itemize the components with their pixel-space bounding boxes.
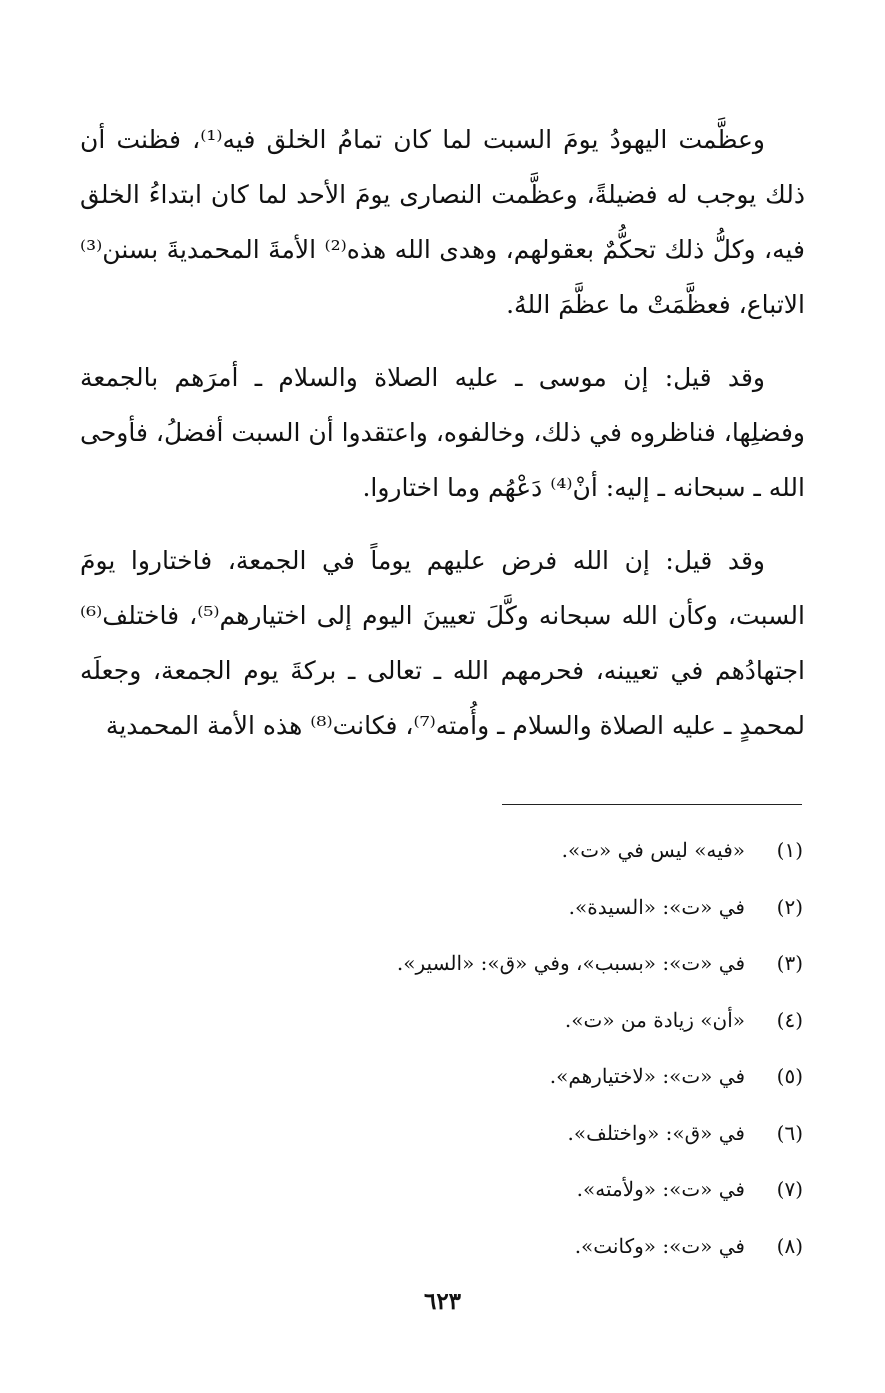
paragraph-1: وعظَّمت اليهودُ يومَ السبت لما كان تمامُ الخلق فيه⁽¹⁾، فظنت أن ذلك يوجب له فضيلةً، وعظَّمت النصارى يومَ الأحد لما كان ابتداءُ الخلق فيه، وكلُّ ذلك تحكُّمٌ بعقولهم، وهدى الله هذه⁽²⁾ الأمةَ المحمديةَ بسنن⁽³⁾ الاتباع، فعظَّمَتْ ما عظَّمَ اللهُ. [80,125,805,319]
footnote-number: (٨) [776,1233,803,1258]
footnote-3 [203,935,803,992]
footnote-text: «فيه» ليس في «ت». [561,838,745,862]
footnote-8 [203,1218,803,1275]
footnote-text: في «ت»: «ولأمته». [576,1177,745,1201]
footnote-text: في «ت»: «لاختيارهم». [549,1064,745,1088]
footnote-separator [502,804,802,805]
main-text [80,112,805,771]
footnote-number: (٦) [776,1120,803,1145]
footnote-text: في «ت»: «السيدة». [568,894,745,919]
footnote-text: في «ت»: «بسبب»، وفي «ق»: «السير». [396,951,745,975]
footnote-number: (١) [776,838,803,862]
footnote-5 [203,1048,803,1105]
paragraph-2: وقد قيل: إن موسى ـ عليه الصلاة والسلام ـ أمرَهم بالجمعة وفضلِها، فناظروه في ذلك، وخالفوه، واعتقدوا أن السبت أفضلُ، فأوحى الله ـ سبحانه ـ إليه: أنْ⁽⁴⁾ دَعْهُم وما اختاروا. [80,363,805,502]
footnote-text: «أن» زيادة من «ت». [564,1007,745,1032]
footnote-number: (٥) [776,1064,803,1088]
footnote-number: (٣) [776,951,803,975]
footnote-text: في «ت»: «وكانت». [574,1233,745,1258]
footnote-number: (٧) [776,1177,803,1201]
footnote-1 [203,822,803,879]
footnote-2 [203,879,803,936]
footnotes-list [203,822,803,1274]
footnote-number: (٢) [776,894,803,919]
footnote-text: في «ق»: «واختلف». [567,1120,745,1145]
footnote-7 [203,1161,803,1218]
footnote-4 [203,992,803,1049]
footnote-6 [203,1105,803,1162]
page-number: ٦٢٣ [423,1288,462,1315]
footnote-number: (٤) [776,1007,803,1032]
paragraph-3: وقد قيل: إن الله فرض عليهم يوماً في الجمعة، فاختاروا يومَ السبت، وكأن الله سبحانه وكَّلَ تعيينَ اليوم إلى اختيارهم⁽⁵⁾، فاختلف⁽⁶⁾ اجتهادُهم في تعيينه، فحرمهم الله ـ تعالى ـ بركةَ يوم الجمعة، وجعلَه لمحمدٍ ـ عليه الصلاة والسلام ـ وأُمته⁽⁷⁾، فكانت⁽⁸⁾ هذه الأمة المحمدية [80,546,805,740]
